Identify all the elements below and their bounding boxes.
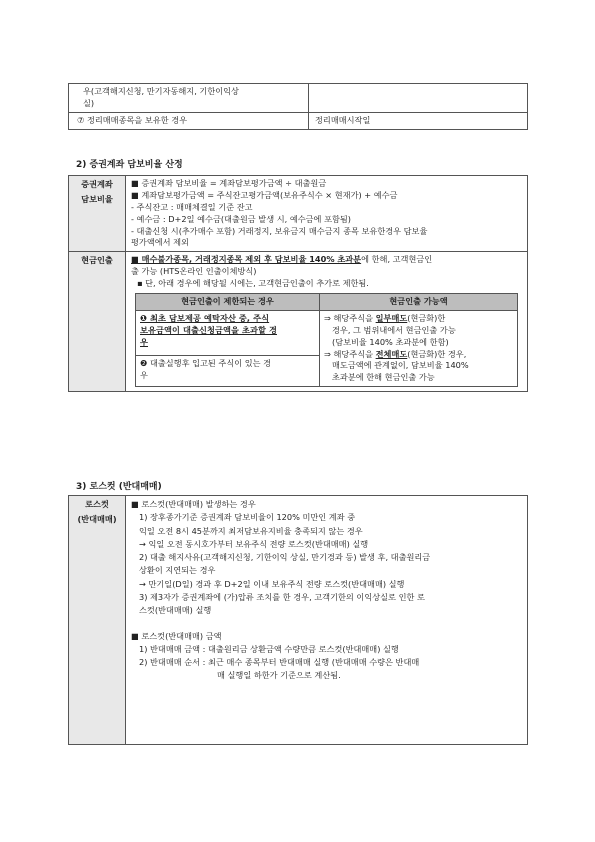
row-label bbox=[69, 496, 126, 745]
cell-text: 매도금액에 관계없이, 담보비율 140% bbox=[332, 360, 469, 371]
row-label-text: 로스컷 bbox=[85, 499, 109, 509]
cell-text-emphasis: 전체매도 bbox=[375, 348, 408, 359]
table-cell bbox=[136, 310, 320, 355]
cell-text-part: ⇒ 해당주식을 bbox=[324, 312, 376, 323]
table-row bbox=[69, 252, 528, 392]
cell-text: 보유금액이 대출신청금액을 초과할 경 bbox=[140, 324, 277, 335]
table-cell bbox=[136, 355, 320, 387]
table-row bbox=[136, 310, 518, 355]
column-header: 현금인출 가능액 bbox=[320, 294, 518, 311]
table-cell bbox=[126, 496, 528, 745]
cell-text: 경우, 그 범위내에서 현금인출 가능 bbox=[332, 324, 456, 335]
table-cell bbox=[309, 84, 528, 113]
list-item: ■ 로스컷(반대매매) 발생하는 경우 bbox=[131, 499, 256, 509]
table-cell: 정리매매시작일 bbox=[309, 112, 528, 129]
cell-text: 초과분에 한해 현금인출 가능 bbox=[332, 372, 435, 383]
table-row bbox=[69, 496, 528, 745]
cell-text: 우(고객해지신청, 만기자동해지, 기한이익상 bbox=[83, 86, 239, 96]
cell-text-part: ⇒ 해당주식을 bbox=[324, 348, 376, 359]
spacer bbox=[131, 618, 523, 630]
cell-text-part: (현금화)한 경우, bbox=[407, 348, 467, 359]
list-item: → 익일 오전 동시호가부터 보유주식 전량 로스컷(반대매매) 실행 bbox=[139, 538, 369, 549]
intro-bold-text: ■ 매수불가종목, 거래정지종목 제외 후 담보비율 140% 초과분 bbox=[131, 254, 362, 265]
collateral-ratio-table bbox=[68, 175, 528, 392]
row-label-text: 담보비율 bbox=[81, 193, 113, 204]
list-item: - 대출신청 시(추가매수 포함) 거래정지, 보유금지 매수금지 종목 보유한경우 담보율 bbox=[131, 225, 428, 236]
column-header: 현금인출이 제한되는 경우 bbox=[136, 294, 320, 311]
list-item: 매 실행일 하한가 기준으로 계산됨. bbox=[217, 670, 341, 681]
list-item: 2) 대출 해지사유(고객해지신청, 기한이익 상실, 만기경과 등) 발생 후, 대출원리금 bbox=[139, 552, 431, 563]
list-item: 익일 오전 8시 45분까지 최저담보유지비율 충족되지 않는 경우 bbox=[139, 525, 363, 536]
withdrawal-intro bbox=[131, 254, 523, 266]
list-item: 2) 반대매매 순서 : 최근 매수 종목부터 반대매매 실행 (반대매매 수량은 반대매 bbox=[139, 657, 420, 668]
section-title: 2) 증권계좌 담보비율 산정 bbox=[76, 160, 183, 170]
loss-cut-table bbox=[68, 495, 528, 745]
list-item: - 주식잔고 : 매매체결일 기준 잔고 bbox=[131, 201, 253, 212]
cell-text-emphasis: 일부매도 bbox=[375, 312, 408, 323]
cell-text: (담보비율 140% 초과분에 한함) bbox=[332, 336, 449, 347]
cell-text bbox=[324, 313, 513, 325]
list-item: 3) 제3자가 증권계좌에 (가)압류 조치를 한 경우, 고객기한의 이익상실로 인한 로 bbox=[139, 591, 425, 602]
note-text: ▪ 단, 아래 경우에 해당될 시에는, 고객현금인출이 추가로 제한됨. bbox=[137, 278, 369, 289]
table-row bbox=[69, 84, 528, 113]
list-item: 평가액에서 제외 bbox=[131, 237, 189, 248]
list-item: ■ 증권계좌 담보비율 = 계좌담보평가금액 ÷ 대출원금 bbox=[131, 178, 327, 188]
cell-text-part: (현금화)한 bbox=[407, 312, 446, 323]
cell-text bbox=[324, 349, 513, 361]
list-item: 스컷(반대매매) 실행 bbox=[139, 605, 212, 616]
table-cell bbox=[69, 84, 309, 113]
list-item: → 만기일(D일) 경과 후 D+2일 이내 보유주식 전량 로스컷(반대매매) 실행 bbox=[139, 578, 405, 589]
top-table bbox=[68, 83, 528, 130]
row-label-text: (반대매매) bbox=[77, 513, 117, 524]
table-cell bbox=[320, 310, 518, 386]
table-row bbox=[69, 112, 528, 129]
withdrawal-limit-table bbox=[135, 293, 518, 387]
table-cell bbox=[126, 176, 528, 252]
list-item: - 예수금 : D+2일 예수금(대출원금 발생 시, 예수금에 포함됨) bbox=[131, 213, 351, 224]
list-item: 1) 반대매매 금액 : 대출원리금 상환금액 수량만큼 로스컷(반대매매) 실행 bbox=[139, 643, 399, 654]
row-label: 현금인출 bbox=[69, 252, 126, 392]
cell-text: 실) bbox=[83, 97, 95, 108]
table-cell: ⑦ 정리매매종목을 보유한 경우 bbox=[69, 112, 309, 129]
table-row bbox=[69, 176, 528, 252]
list-item: 상환이 지연되는 경우 bbox=[139, 565, 216, 576]
row-label-text: 증권계좌 bbox=[81, 179, 113, 189]
list-item: ■ 로스컷(반대매매) 금액 bbox=[131, 630, 222, 641]
cell-text: ❷ 대출실행후 입고된 주식이 있는 경 bbox=[140, 357, 272, 368]
list-item: 1) 장후종가기준 증권계좌 담보비율이 120% 미만인 계좌 중 bbox=[139, 512, 356, 523]
cell-text: 우 bbox=[140, 336, 149, 347]
row-label bbox=[69, 176, 126, 252]
section-title: 3) 로스컷 (반대매매) bbox=[76, 482, 162, 492]
table-cell bbox=[126, 252, 528, 392]
list-item: ■ 계좌담보평가금액 = 주식잔고평가금액(보유주식수 × 현재가) + 예수금 bbox=[131, 189, 398, 200]
cell-text: ❶ 최초 담보제공 예탁자산 중, 주식 bbox=[140, 312, 270, 323]
intro-text: 출 가능 (HTS온라인 인출이체방식) bbox=[131, 266, 257, 277]
intro-text: 에 한해, 고객현금인 bbox=[361, 254, 433, 265]
cell-text: 우 bbox=[140, 369, 148, 380]
table-header-row bbox=[136, 294, 518, 311]
